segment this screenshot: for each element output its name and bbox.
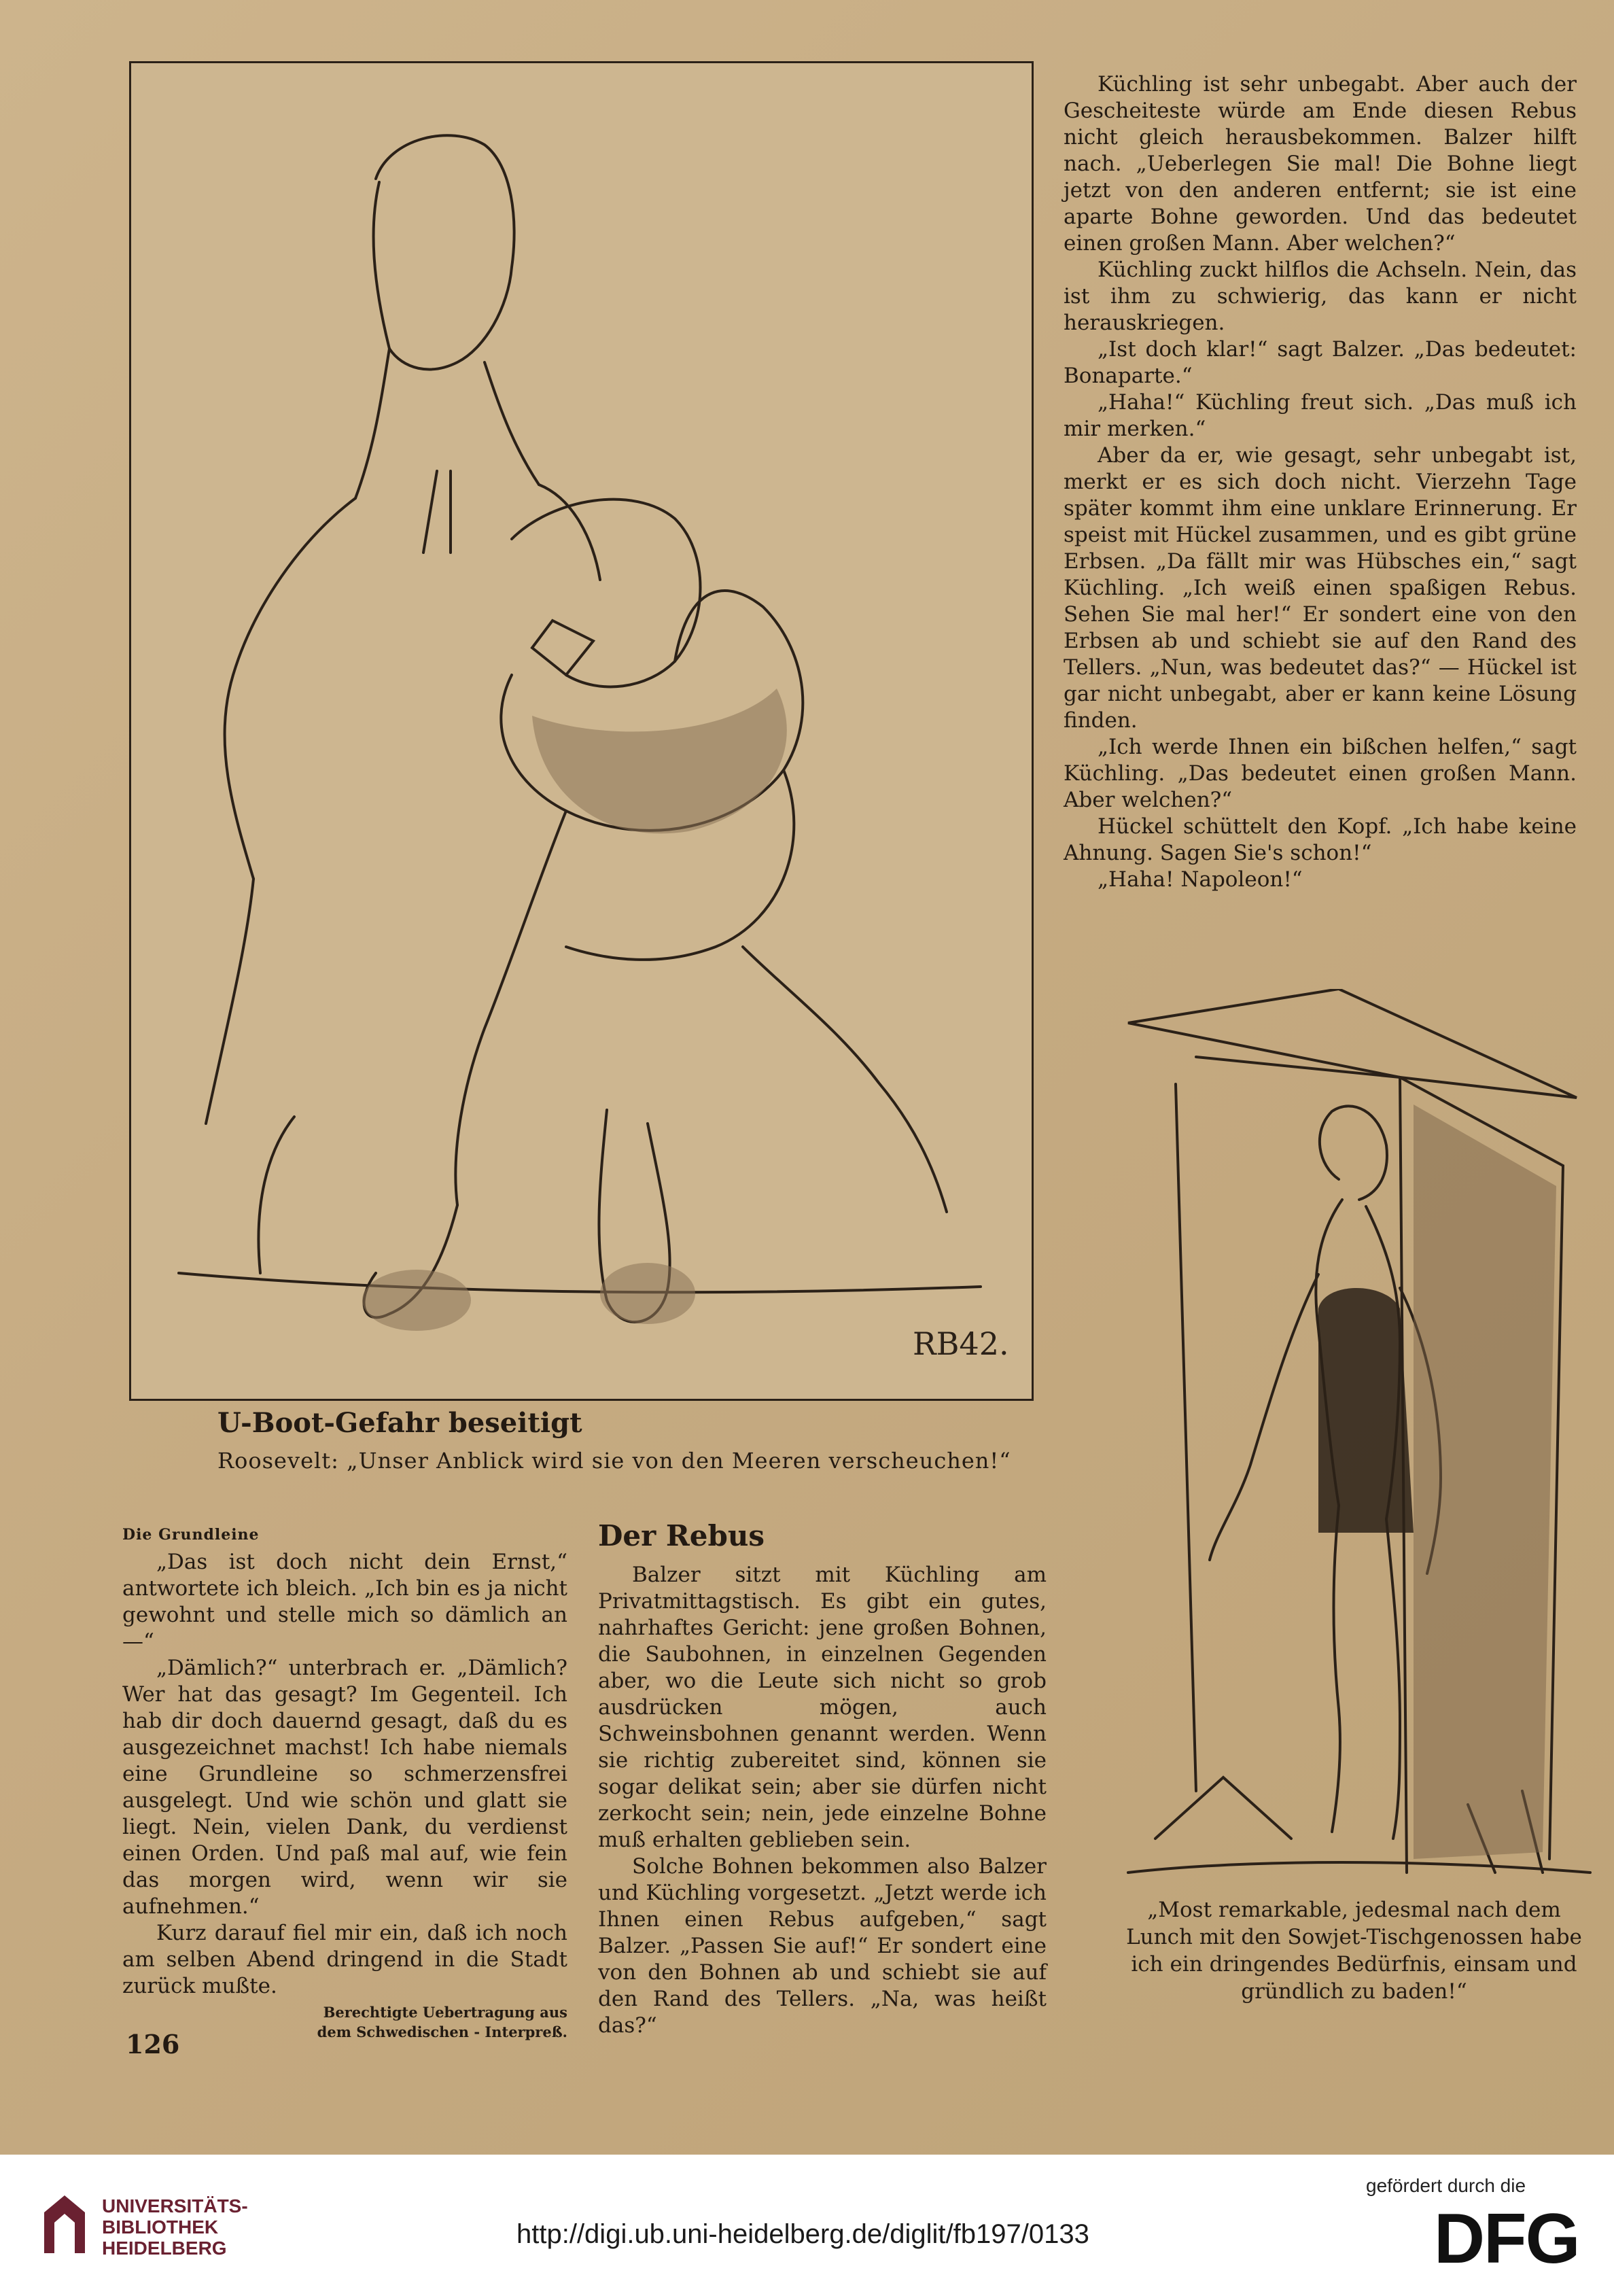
middle-column-text — [598, 1519, 1047, 2039]
digitization-footer — [0, 2155, 1614, 2296]
paragraph: „Haha! Napoleon!“ — [1098, 867, 1303, 892]
library-name — [102, 2195, 248, 2259]
paragraph: Solche Bohnen bekommen also Balzer und Küchling vorgesetzt. „Jetzt werde ich Ihnen einen Rebus aufgeben,“ sagt Balzer. „Passen Sie auf!“ Er sondert eine von den Bohnen ab und schiebt sie auf den Rand des Tellers. „Na, was heißt das?“ — [598, 1854, 1047, 2038]
paragraph: „Das ist doch nicht dein Ernst,“ antwortete ich bleich. „Ich bin es ja nicht gewohnt und stelle mich so dämlich an —“ — [122, 1550, 567, 1654]
section-heading: Die Grundleine — [122, 1526, 260, 1544]
cartoon-outhouse — [1115, 989, 1594, 1893]
paragraph: Küchling ist sehr unbegabt. Aber auch der Gescheiteste würde am Ende diesen Rebus nicht gleich herausbekommen. Balzer hilft nach. „Ueberlegen Sie mal! Die Bohne liegt jetzt von den anderen entfernt; sie ist eine aparte Bohne geworden. Und das bedeutet einen großen Mann. Aber welchen?“ — [1064, 72, 1577, 256]
cartoon-title: U-Boot-Gefahr beseitigt — [217, 1407, 582, 1439]
credit-line: dem Schwedischen - Interpreß. — [317, 2023, 567, 2040]
page-number: 126 — [126, 2029, 180, 2059]
paragraph: Küchling zuckt hilflos die Achseln. Nein, das ist ihm zu schwierig, das kann er nicht herauskriegen. — [1064, 258, 1577, 335]
paragraph: Balzer sitzt mit Küchling am Privatmittagstisch. Es gibt ein gutes, nahrhaftes Gericht: jene großen Bohnen, die Saubohnen, in einzelnen Gegenden aber, wo die Leute sich nicht so grob ausdrücken mögen, auch Schweinsbohnen genannt werden. Wenn sie richtig zubereitet sind, können sie sogar delikat sein; aber sie dürfen nicht zerkocht sein; nein, jede einzelne Bohne muß erhalten geblieben sein. — [598, 1563, 1047, 1852]
paragraph: „Dämlich?“ unterbrach er. „Dämlich? Wer hat das gesagt? Im Gegenteil. Ich hab dir doch dauernd gesagt, daß du es ausgezeichnet machst! Ich habe niemals eine Grundleine so schmerzensfrei ausgelegt. Und wie schön und glatt sie liegt. Nein, vielen Dank, du verdienst einen Orden. Und paß mal auf, wie fein das morgen wird, wenn wir sie aufnehmen.“ — [122, 1656, 567, 1919]
paragraph: „Ich werde Ihnen ein bißchen helfen,“ sagt Küchling. „Das bedeutet einen großen Mann. Aber welchen?“ — [1064, 735, 1577, 812]
library-line: HEIDELBERG — [102, 2238, 227, 2259]
cartoon-roosevelt-frame — [129, 61, 1034, 1401]
funded-by-text: gefördert durch die — [1366, 2175, 1526, 2196]
artist-signature: RB42. — [913, 1325, 1009, 1362]
library-line: BIBLIOTHEK — [102, 2216, 219, 2238]
source-url-link[interactable]: http://digi.ub.uni-heidelberg.de/diglit/fb197/0133 — [516, 2219, 1089, 2249]
university-library-logo-icon — [41, 2192, 88, 2257]
library-line: UNIVERSITÄTS- — [102, 2195, 248, 2216]
paragraph: Kurz darauf fiel mir ein, daß ich noch am selben Abend dringend in die Stadt zurück mußte. — [122, 1921, 567, 1998]
paragraph: Aber da er, wie gesagt, sehr unbegabt ist, merkt er es sich doch nicht. Vierzehn Tage später kommt ihm eine unklare Erinnerung. Er speist mit Hückel zusammen, und es gibt grüne Erbsen. „Da fällt mir was Hübsches ein,“ sagt Küchling. „Ich weiß einen spaßigen Rebus. Sehen Sie mal her!“ Er sondert eine von den Erbsen ab und schiebt sie auf den Rand des Tellers. „Nun, was bedeutet das?“ — Hückel ist gar nicht unbegabt, aber er kann keine Lösung finden. — [1064, 443, 1577, 733]
credit-line: Berechtigte Uebertragung aus — [323, 2004, 567, 2021]
translation-credit — [122, 2002, 567, 2042]
cartoon-roosevelt-illustration — [131, 63, 1032, 1399]
left-column-text — [122, 1526, 567, 2042]
cartoon-outhouse-illustration — [1115, 989, 1594, 1893]
paragraph: „Ist doch klar!“ sagt Balzer. „Das bedeutet: Bonaparte.“ — [1064, 337, 1577, 388]
cartoon-subtitle: Roosevelt: „Unser Anblick wird sie von den Meeren verscheuchen!“ — [217, 1448, 1011, 1474]
right-column-text — [1064, 71, 1577, 893]
article-title: Der Rebus — [598, 1519, 765, 1552]
paragraph: Hückel schüttelt den Kopf. „Ich habe keine Ahnung. Sagen Sie's schon!“ — [1064, 814, 1577, 865]
dfg-logo: DFG — [1434, 2199, 1579, 2278]
outhouse-caption: „Most remarkable, jedesmal nach dem Lunch mit den Sowjet-Tischgenossen habe ich ein dringendes Bedürfnis, einsam und gründlich zu baden!“ — [1126, 1898, 1582, 2004]
paragraph: „Haha!“ Küchling freut sich. „Das muß ich mir merken.“ — [1064, 390, 1577, 441]
